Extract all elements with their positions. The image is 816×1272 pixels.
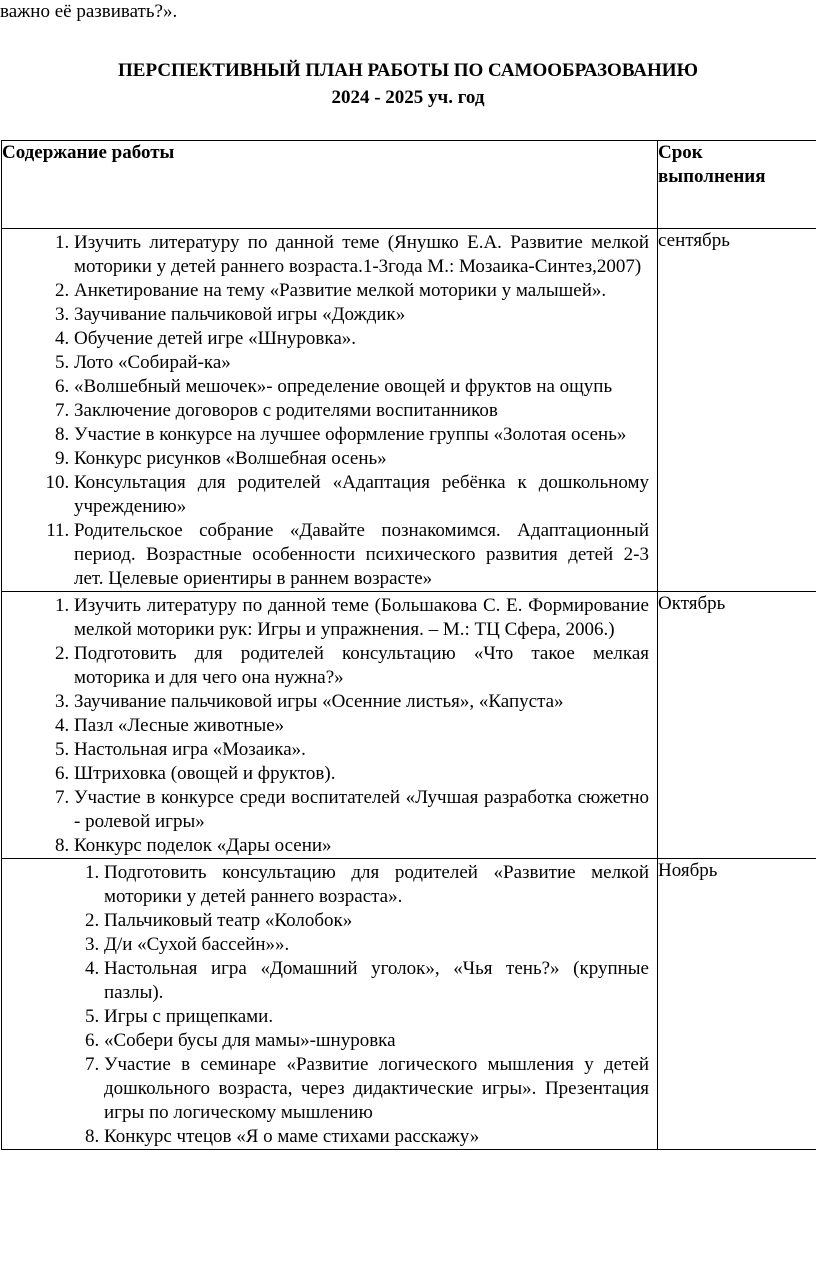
task-item: 3. Заучивание пальчиковой игры «Осенние листья», «Капуста» xyxy=(74,690,649,714)
intro-text: важно её развивать?». xyxy=(0,1,178,22)
task-item: 7. Заключение договоров с родителями воспитанников xyxy=(74,399,649,423)
task-item: 1. Подготовить консультацию для родителей «Развитие мелкой моторики у детей раннего возраста». xyxy=(104,861,649,909)
tasks-cell xyxy=(2,229,658,592)
tasks-cell xyxy=(2,859,658,1150)
task-item: 8. Конкурс чтецов «Я о маме стихами расскажу» xyxy=(104,1125,649,1149)
page-subtitle-year: 2024 - 2025 уч. год xyxy=(331,87,485,108)
header-term-cell xyxy=(658,141,816,229)
task-item: 9. Конкурс рисунков «Волшебная осень» xyxy=(74,447,649,471)
task-item: 3. Д/и «Сухой бассейн»». xyxy=(104,933,649,957)
page-title: ПЕРСПЕКТИВНЫЙ ПЛАН РАБОТЫ ПО САМООБРАЗОВАНИЮ xyxy=(118,60,698,81)
task-item: 4. Пазл «Лесные животные» xyxy=(74,714,649,738)
header-content-cell: Содержание работы xyxy=(2,141,658,229)
tasks-cell xyxy=(2,592,658,859)
table-row-september xyxy=(2,229,816,592)
task-item: 10. Консультация для родителей «Адаптация ребёнка к дошкольному учреждению» xyxy=(74,471,649,519)
task-item: 3. Заучивание пальчиковой игры «Дождик» xyxy=(74,303,649,327)
task-item: 4. Настольная игра «Домашний уголок», «Чья тень?» (крупные пазлы). xyxy=(104,957,649,1005)
task-item: 6. «Собери бусы для мамы»-шнуровка xyxy=(104,1029,649,1053)
task-item: 2. Пальчиковый театр «Колобок» xyxy=(104,909,649,933)
task-item: 2. Анкетирование на тему «Развитие мелкой моторики у малышей». xyxy=(74,279,649,303)
task-item: 2. Подготовить для родителей консультацию «Что такое мелкая моторика и для чего она нужна?» xyxy=(74,642,649,690)
task-item: 7. Участие в семинаре «Развитие логического мышления у детей дошкольного возраста, через дидактические игры». Презентация игры по логическому мышлению xyxy=(104,1053,649,1125)
table-header-row xyxy=(2,141,816,229)
task-item: 1. Изучить литературу по данной теме (Янушко Е.А. Развитие мелкой моторики у детей раннего возраста.1-3года М.: Мозаика-Синтез,2007) xyxy=(74,231,649,279)
task-item: 5. Настольная игра «Мозаика». xyxy=(74,738,649,762)
task-item: 1. Изучить литературу по данной теме (Большакова С. Е. Формирование мелкой моторики рук: Игры и упражнения. – М.: ТЦ Сфера, 2006.) xyxy=(74,594,649,642)
term-cell: Ноябрь xyxy=(658,859,816,1150)
task-list xyxy=(2,592,657,858)
task-item: 6. Штриховка (овощей и фруктов). xyxy=(74,762,649,786)
task-item: 6. «Волшебный мешочек»- определение овощей и фруктов на ощупь xyxy=(74,375,649,399)
term-cell: сентябрь xyxy=(658,229,816,592)
term-cell: Октябрь xyxy=(658,592,816,859)
task-item: 11. Родительское собрание «Давайте познакомимся. Адаптационный период. Возрастные особенности психического развития детей 2-3 лет. Целевые ориентиры в раннем возрасте» xyxy=(74,519,649,591)
task-item: 8. Конкурс поделок «Дары осени» xyxy=(74,834,649,858)
task-item: 5. Лото «Собирай-ка» xyxy=(74,351,649,375)
task-item: 8. Участие в конкурсе на лучшее оформление группы «Золотая осень» xyxy=(74,423,649,447)
task-item: 4. Обучение детей игре «Шнуровка». xyxy=(74,327,649,351)
task-list xyxy=(2,859,657,1149)
header-term-line1: Срок xyxy=(658,142,703,163)
task-item: 5. Игры с прищепками. xyxy=(104,1005,649,1029)
task-list xyxy=(2,229,657,591)
header-term-line2: выполнения xyxy=(658,166,766,187)
table-row-october xyxy=(2,592,816,859)
plan-table xyxy=(1,140,816,1150)
task-item: 7. Участие в конкурсе среди воспитателей «Лучшая разработка сюжетно - ролевой игры» xyxy=(74,786,649,834)
table-row-november xyxy=(2,859,816,1150)
